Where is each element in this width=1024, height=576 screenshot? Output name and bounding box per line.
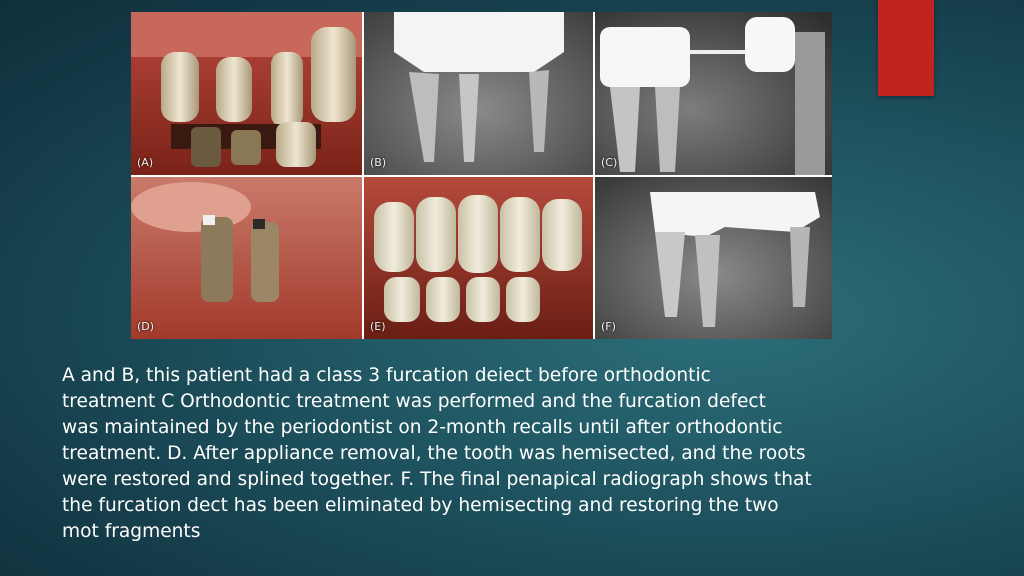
panel-d-photo	[131, 177, 362, 339]
panel-c-radiograph	[595, 12, 832, 175]
panel-a-image	[131, 12, 362, 175]
panel-e-image	[364, 177, 593, 339]
figure-caption: A and B, this patient had a class 3 furcation deiect before orthodontic treatment C Orthodontic treatment was performed and the furcation defect was maintained by the periodontist on 2-month recalls until after orthodontic treatment. D. After appliance removal, the tooth was hemisected, and the roots were restored and splined together. F. The final penapical radiograph shows that the furcation dect has been eliminated by hemisecting and restoring the two mot fragments	[62, 365, 812, 542]
panel-f-radiograph	[595, 177, 832, 339]
panel-b-radiograph	[364, 12, 593, 175]
panel-c-label: (C)	[601, 156, 618, 169]
panel-f-image	[595, 177, 832, 339]
panel-c-image	[595, 12, 832, 175]
red-accent-rectangle	[878, 0, 934, 96]
panel-a-photo	[131, 12, 362, 175]
panel-f-label: (F)	[601, 320, 616, 333]
panel-b-image	[364, 12, 593, 175]
panel-d-label: (D)	[137, 320, 155, 333]
panel-e-photo	[364, 177, 593, 339]
panel-d-image	[131, 177, 362, 339]
clinical-figure-collage	[131, 12, 832, 339]
panel-b-label: (B)	[370, 156, 387, 169]
panel-a-label: (A)	[137, 156, 154, 169]
panel-e-label: (E)	[370, 320, 386, 333]
